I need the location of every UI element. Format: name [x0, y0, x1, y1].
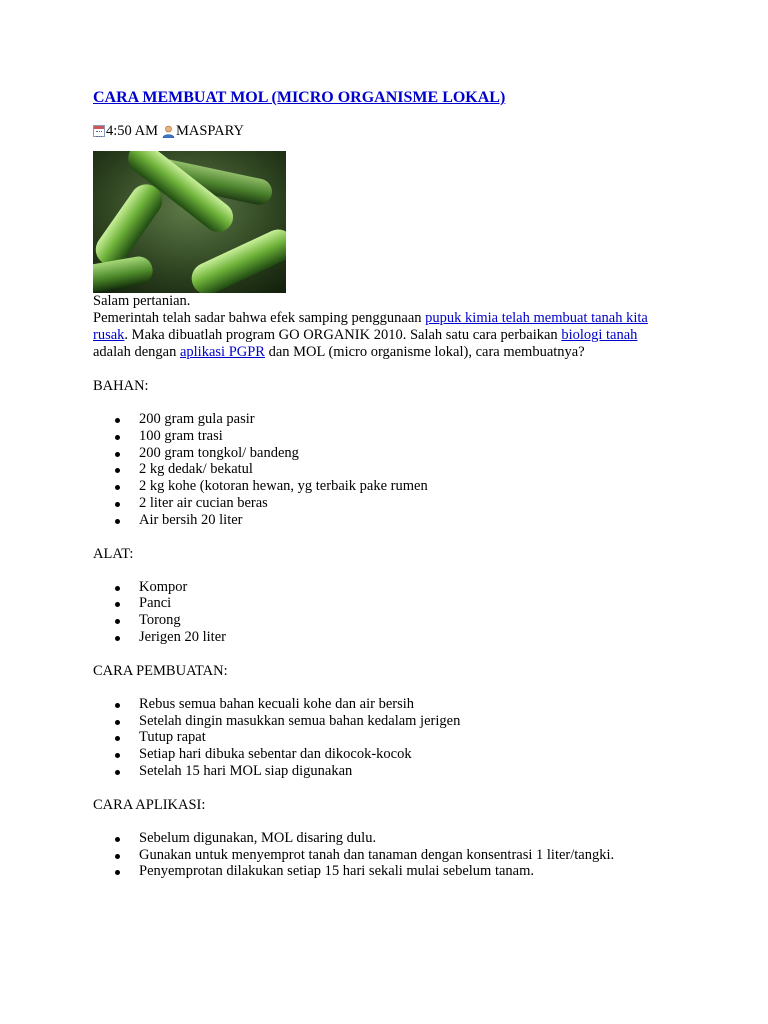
list-item: Tutup rapat [139, 729, 673, 746]
post-meta [93, 121, 673, 141]
list-item: Sebelum digunakan, MOL disaring dulu. [139, 830, 673, 847]
pembuatan-list [93, 696, 673, 780]
intro-text-1: Pemerintah telah sadar bahwa efek samping penggunaan [93, 310, 426, 326]
link-pupuk-kimia[interactable]: pupuk kimia telah membuat tanah kita rusak [93, 310, 648, 343]
list-item: Setelah 15 hari MOL siap digunakan [139, 763, 673, 780]
list-item: 2 kg kohe (kotoran hewan, yg terbaik pake rumen [139, 478, 673, 495]
calendar-icon [93, 125, 105, 137]
list-item: 2 liter air cucian beras [139, 495, 673, 512]
list-item: Penyemprotan dilakukan setiap 15 hari sekali mulai sebelum tanam. [139, 863, 673, 880]
intro-text-4: dan MOL (micro organisme lokal), cara membuatnya? [264, 344, 585, 360]
alat-list [93, 579, 673, 646]
list-item: 200 gram gula pasir [139, 411, 673, 428]
list-item: 100 gram trasi [139, 428, 673, 445]
link-aplikasi-pgpr[interactable]: aplikasi PGPR [179, 344, 265, 360]
aplikasi-list [93, 830, 673, 880]
list-item: Rebus semua bahan kecuali kohe dan air bersih [139, 696, 673, 713]
intro-text-2: . Maka dibuatlah program GO ORGANIK 2010. Salah satu cara perbaikan [124, 327, 562, 343]
list-item: Panci [139, 595, 673, 612]
list-item: 200 gram tongkol/ bandeng [139, 445, 673, 462]
user-icon [162, 125, 175, 138]
list-item: Torong [139, 612, 673, 629]
bacteria-image [93, 151, 286, 293]
list-item: Gunakan untuk menyemprot tanah dan tanaman dengan konsentrasi 1 liter/tangki. [139, 847, 673, 864]
alat-heading: ALAT: [93, 545, 134, 562]
intro-greeting: Salam pertanian. [93, 293, 191, 309]
link-biologi-tanah[interactable]: biologi tanah [561, 327, 638, 343]
list-item: Jerigen 20 liter [139, 629, 673, 646]
list-item: Kompor [139, 579, 673, 596]
list-item: Setiap hari dibuka sebentar dan dikocok-kocok [139, 746, 673, 763]
pembuatan-heading: CARA PEMBUATAN: [93, 662, 228, 679]
bahan-list [93, 411, 673, 529]
list-item: Air bersih 20 liter [139, 512, 673, 529]
intro-paragraph [93, 310, 673, 361]
list-item: Setelah dingin masukkan semua bahan kedalam jerigen [139, 713, 673, 730]
intro-text-3: adalah dengan [93, 344, 180, 360]
post-title-link[interactable]: CARA MEMBUAT MOL (MICRO ORGANISME LOKAL) [93, 89, 506, 106]
bahan-heading: BAHAN: [93, 378, 149, 394]
list-item: 2 kg dedak/ bekatul [139, 461, 673, 478]
aplikasi-heading: CARA APLIKASI: [93, 796, 206, 813]
post [93, 88, 673, 880]
post-time: 4:50 AM [106, 122, 158, 139]
post-author: MASPARY [175, 122, 244, 139]
